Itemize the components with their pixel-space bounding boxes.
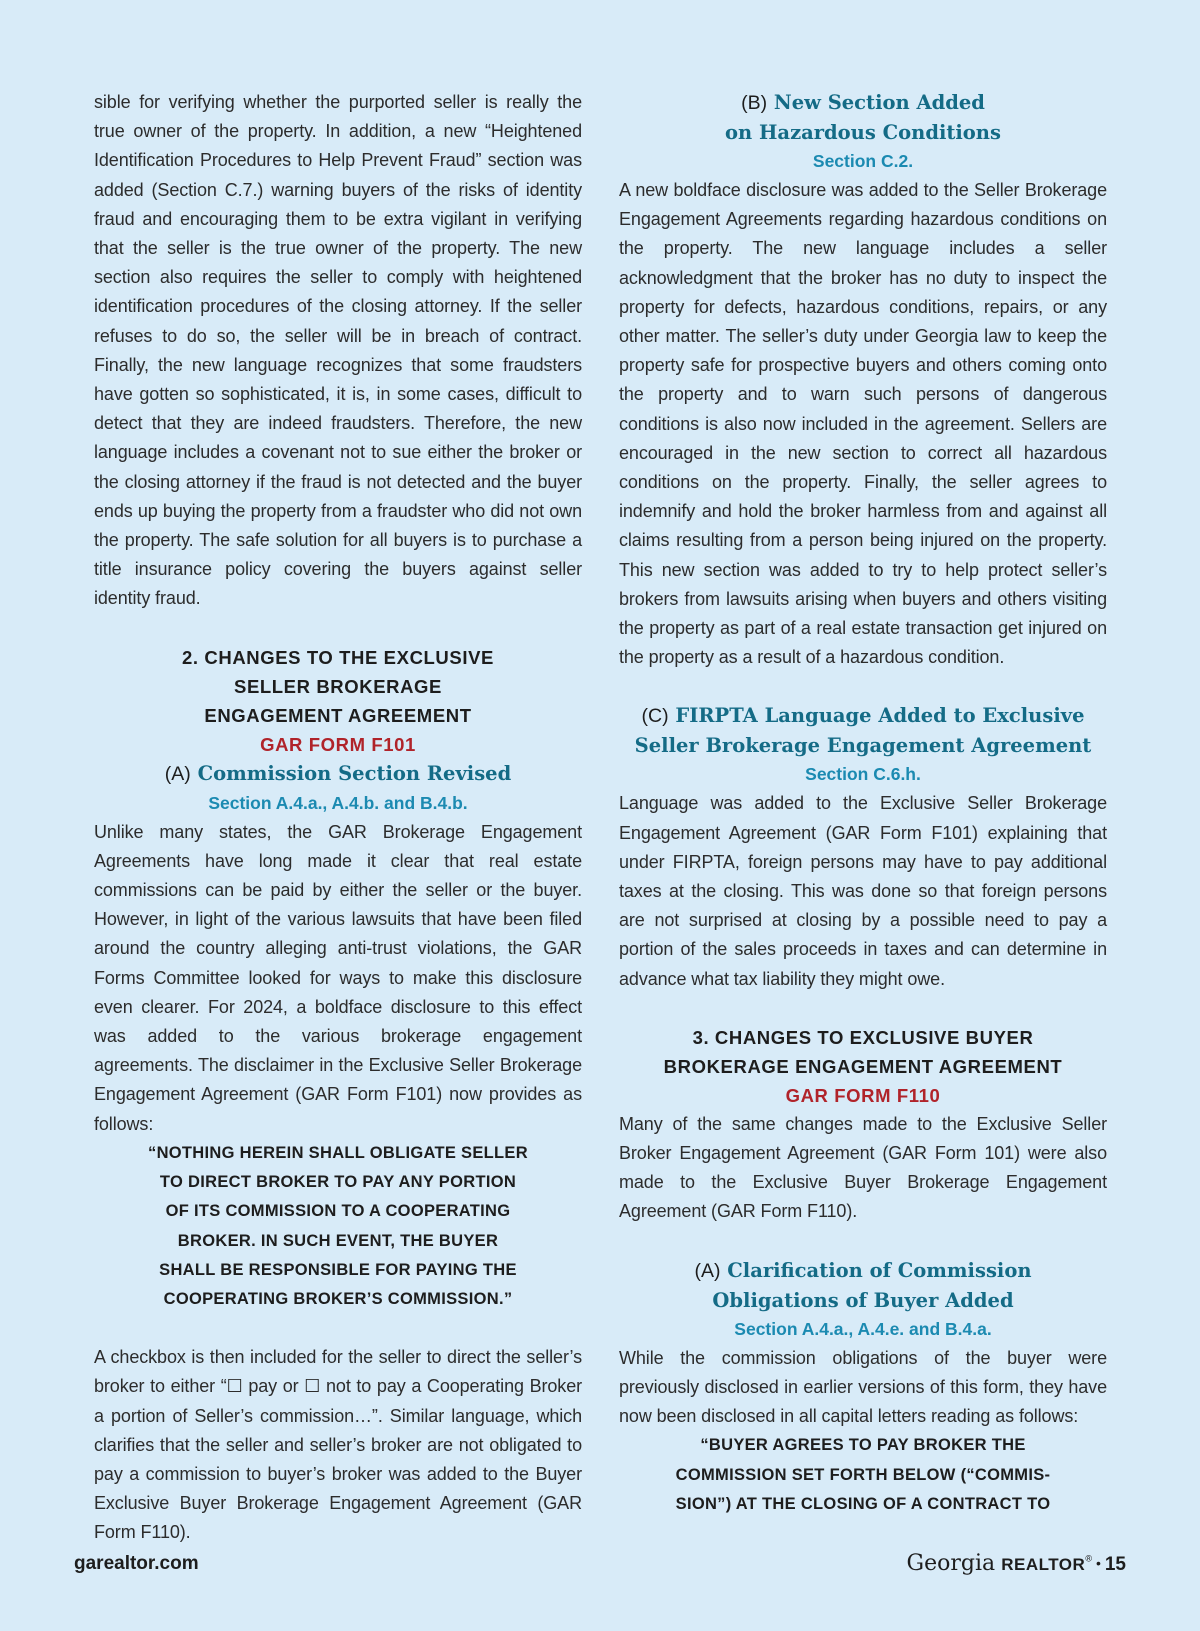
section3-heading-line1: 3. CHANGES TO EXCLUSIVE BUYER (692, 1026, 1034, 1048)
subsection-3a-title-line1 (619, 1256, 1107, 1286)
subsection-b-title-text: New Section Added (773, 91, 985, 114)
section2-form-label: GAR FORM F101 (260, 733, 416, 755)
subsection-c-title-text: FIRPTA Language Added to Exclusive (675, 704, 1085, 728)
subsection-3a-paragraph: While the commission obligations of the buyer were previously disclosed in earlier versions of this form, they have now been disclosed in all capital letters reading as follows: (619, 1347, 1107, 1427)
footer-realtor: REALTOR (1001, 1555, 1086, 1574)
commission-quote (94, 1139, 582, 1314)
section3-heading-line2: BROKERAGE ENGAGEMENT AGREEMENT (663, 1055, 1063, 1077)
subsection-b-tag: (B) (741, 92, 768, 114)
quote-line: OF ITS COMMISSION TO A COOPERATING (165, 1202, 511, 1221)
quote-line: SION”) AT THE CLOSING OF A CONTRACT TO (675, 1494, 1051, 1513)
quote-line: TO DIRECT BROKER TO PAY ANY PORTION (159, 1173, 517, 1192)
subsection-c-tag: (C) (641, 705, 669, 728)
subsection-3a-sections: Section A.4.a., A.4.e. and B.4.a. (734, 1318, 992, 1339)
registered-mark: ® (1085, 1553, 1092, 1564)
subsection-a-paragraph: Unlike many states, the GAR Brokerage Engagement Agreements have long made it clear that real estate commissions can be paid by either the seller or the buyer. However, in light of the various lawsuits that have been filed around the country alleging anti-trust violations, the GAR Forms Committee looked for ways to make this disclosure even clearer. For 2024, a boldface disclosure to this effect was added to the various brokerage engagement agreements. The disclaimer in the Exclusive Seller Brokerage Engagement Agreement (GAR Form F101) now provides as follows: (94, 821, 582, 1134)
section2-heading-line1: 2. CHANGES TO THE EXCLUSIVE (182, 646, 494, 668)
right-column (619, 88, 1107, 1519)
separator-dot: • (1095, 1555, 1101, 1571)
subsection-3a-title-line2: Obligations of Buyer Added (712, 1288, 1014, 1312)
subsection-c-paragraph: Language was added to the Exclusive Seller Brokerage Engagement Agreement (GAR Form F101) explaining that under FIRPTA, foreign persons may have to pay additional taxes at the closing. This was done so that foreign persons are not surprised at closing by a possible need to pay a portion of the sales proceeds in taxes and can determine in advance what tax liability they might owe. (619, 793, 1107, 989)
quote-line: COMMISSION SET FORTH BELOW (“COMMIS- (675, 1465, 1051, 1484)
section3-form-label: GAR FORM F110 (785, 1084, 941, 1106)
subsection-b-title-line1 (619, 88, 1107, 118)
quote-line: “NOTHING HEREIN SHALL OBLIGATE SELLER (148, 1143, 528, 1162)
intro-paragraph: sible for verifying whether the purported seller is really the true owner of the property. In addition, a new “Heightened Identification Procedures to Help Prevent Fraud” section was added (Section C.7.) warning buyers of the risks of identity fraud and encouraging them to be extra vigilant in verifying that the seller is the true owner of the property. The new section also requires the seller to comply with heightened identification procedures of the closing attorney. If the seller refuses to do so, the seller will be in breach of contract. Finally, the new language recognizes that some fraudsters have gotten so sophisticated, it is, in some cases, difficult to detect that they are indeed fraudsters. Therefore, the new language includes a covenant not to sue either the broker or the closing attorney if the fraud is not detected and the buyer ends up buying the property from a fraudster who did not own the property. The safe solution for all buyers is to purchase a title insurance policy covering the buyers against seller identity fraud. (94, 92, 582, 609)
subsection-c-title-line2: Seller Brokerage Engagement Agreement (634, 734, 1092, 758)
subsection-a-title (94, 759, 582, 789)
footer-folio (907, 1550, 1127, 1576)
footer-brand: Georgia (906, 1551, 996, 1576)
subsection-3a-tag: (A) (694, 1259, 721, 1282)
left-column (94, 88, 582, 1548)
subsection-3a-title-text: Clarification of Commission (727, 1258, 1032, 1282)
subsection-a-tag: (A) (164, 762, 191, 785)
subsection-a-sections: Section A.4.a., A.4.b. and B.4.b. (208, 792, 468, 813)
quote-line: BROKER. IN SUCH EVENT, THE BUYER (177, 1231, 499, 1250)
footer-website[interactable]: garealtor.com (74, 1553, 199, 1574)
page-number: 15 (1104, 1554, 1126, 1575)
buyer-commission-quote (619, 1431, 1107, 1519)
subsection-b-title-line2: on Hazardous Conditions (725, 121, 1001, 144)
subsection-c-title-line1 (619, 701, 1107, 731)
section2-heading-line2: SELLER BROKERAGE (234, 675, 442, 697)
subsection-b-sections: Section C.2. (812, 151, 914, 171)
subsection-c-sections: Section C.6.h. (805, 764, 921, 785)
quote-line: “BUYER AGREES TO PAY BROKER THE (700, 1436, 1026, 1455)
checkbox-paragraph: A checkbox is then included for the seller to direct the seller’s broker to either “☐ pay or ☐ not to pay a Cooperating Broker a portion of Seller’s commission…”. Similar language, which clarifies that the seller and seller’s broker are not obligated to pay a commission to buyer’s broker was added to the Buyer Exclusive Buyer Brokerage Engagement Agreement (GAR Form F110). (94, 1347, 582, 1543)
section3-paragraph: Many of the same changes made to the Exclusive Seller Broker Engagement Agreement (GAR Form 101) were also made to the Exclusive Buyer Brokerage Engagement Agreement (GAR Form F110). (619, 1113, 1107, 1222)
subsection-b-paragraph: A new boldface disclosure was added to the Seller Brokerage Engagement Agreements regarding hazardous conditions on the property. The new language includes a seller acknowledgment that the broker has no duty to inspect the property for defects, hazardous conditions, repairs, or any other matter. The seller’s duty under Georgia law to keep the property safe for prospective buyers and others coming onto the property and to warn such persons of dangerous conditions is also now included in the agreement. Sellers are encouraged in the new section to correct all hazardous conditions on the property. Finally, the seller agrees to indemnify and hold the broker harmless from and against all claims resulting from a person being injured on the property. This new section was added to try to help protect seller’s brokers from lawsuits arising when buyers and others visiting the property as part of a real estate transaction get injured on the property as a result of a hazardous condition. (619, 180, 1107, 668)
quote-line: SHALL BE RESPONSIBLE FOR PAYING THE (159, 1260, 517, 1279)
section2-heading-line3: ENGAGEMENT AGREEMENT (204, 704, 472, 726)
subsection-a-title-text: Commission Section Revised (197, 761, 512, 785)
quote-line: COOPERATING BROKER’S COMMISSION.” (163, 1289, 513, 1308)
